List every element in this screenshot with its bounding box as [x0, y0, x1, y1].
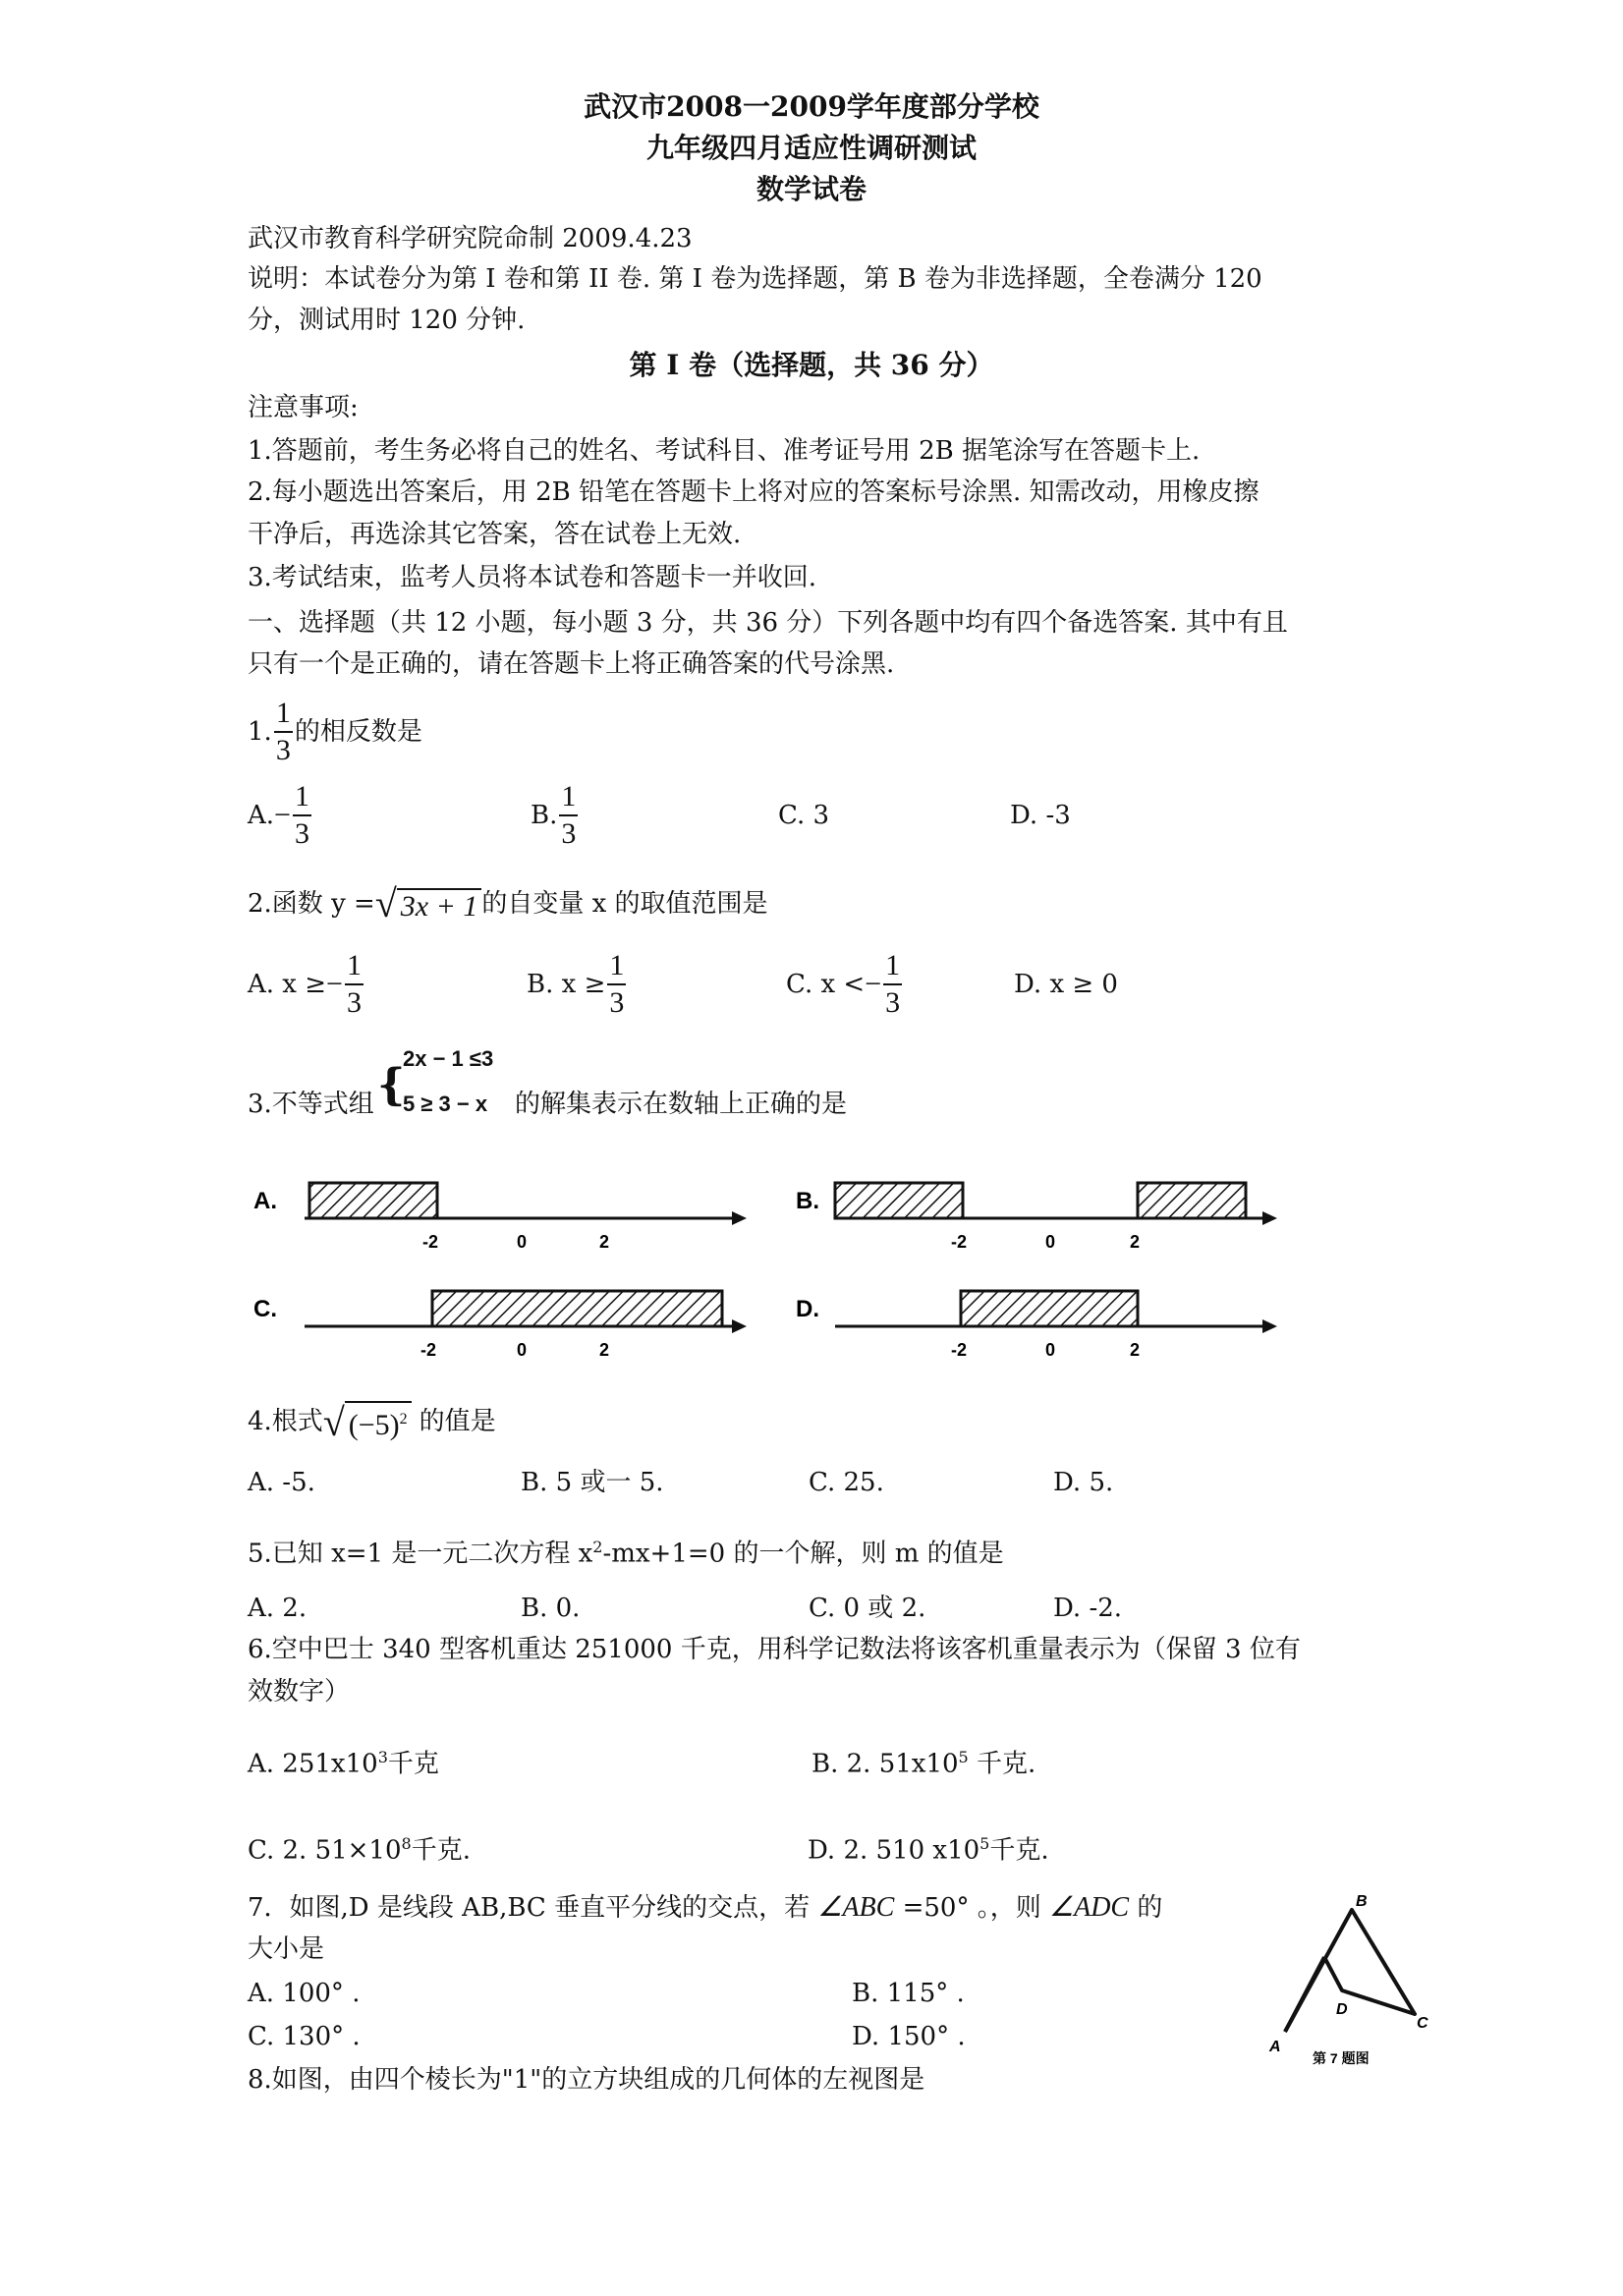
question-4: 4.根式 √ $(-5)^2$ 的值是 [248, 1400, 496, 1444]
number-line-d[interactable] [796, 1291, 1277, 1356]
brace-icon: { [377, 1060, 406, 1110]
sqrt-expression: √ 3x + 1 [375, 884, 482, 924]
q2-option-d[interactable]: D. x ≥ 0 [1014, 970, 1118, 999]
number-line-c[interactable] [253, 1291, 747, 1356]
svg-text:B.: B. [796, 1188, 819, 1214]
exam-subject: 数学试卷 [756, 173, 867, 205]
q2-option-b[interactable]: B. x ≥ $\frac{1}{3}$ [527, 949, 625, 1019]
svg-text:0: 0 [517, 1340, 528, 1356]
question-7-line-2: 大小是 [248, 1934, 325, 1964]
svg-text:-2: -2 [422, 1232, 439, 1252]
svg-text:2: 2 [599, 1340, 610, 1356]
question-8: 8.如图，由四个棱长为"1"的立方块组成的几何体的左视图是 [248, 2065, 925, 2095]
q2-option-c[interactable]: C. x < − $\frac{1}{3}$ [786, 949, 901, 1019]
q4-option-a[interactable]: A. -5. [248, 1468, 315, 1497]
q6-option-c[interactable]: C. 2. $51\times 10^8$千克. [248, 1834, 471, 1866]
question-6-line-1: 6.空中巴士 340 型客机重达 251000 千克，用科学记数法将该客机重量表示为（保留 3 位有 [248, 1635, 1301, 1664]
q5-option-a[interactable]: A. 2. [248, 1594, 308, 1623]
part1-intro-1: 一、选择题（共 12 小题，每小题 3 分，共 36 分）下列各题中均有四个备选答案. 其中有且 [248, 608, 1288, 638]
description-line-2: 分，测试用时 120 分钟. [248, 306, 526, 335]
q4-option-c[interactable]: C. 25. [809, 1468, 884, 1497]
question-7-line-1: 7．如图,D 是线段 AB,BC 垂直平分线的交点，若 ∠ABC =50° 。，则 ∠ADC 的 [248, 1892, 1163, 1923]
q6-option-b[interactable]: B. 2. $51x10^5$ 千克. [812, 1748, 1036, 1779]
svg-text:2: 2 [599, 1232, 610, 1252]
section-title: 第 I 卷（选择题，共 36 分） [629, 349, 994, 381]
q1-option-d[interactable]: D. -3 [1010, 801, 1071, 830]
q6-option-a[interactable]: A. $251x10^3$千克 [248, 1748, 439, 1779]
sqrt-expression: √ $(-5)^2$ [323, 1401, 412, 1442]
question-2: 2.函数 y = √ 3x + 1 的自变量 x 的取值范围是 [248, 881, 768, 925]
q2-option-a[interactable]: A. x ≥ − $\frac{1}{3}$ [248, 949, 362, 1019]
question-6-line-2: 效数字） [248, 1677, 351, 1707]
q6-option-d[interactable]: D. 2. 510 $x10^5$千克. [808, 1834, 1049, 1866]
publisher-line: 武汉市教育科学研究院命制 2009.4.23 [248, 224, 693, 253]
svg-text:0: 0 [517, 1232, 528, 1252]
question-1: 1. $\frac{1}{3}$ 的相反数是 [248, 697, 422, 766]
q5-option-b[interactable]: B. 0. [521, 1594, 581, 1623]
svg-text:A.: A. [253, 1188, 277, 1214]
q4-option-d[interactable]: D. 5. [1053, 1468, 1114, 1497]
q7-triangle-figure [1258, 1886, 1444, 2073]
number-line-figures [226, 1159, 1297, 1356]
q7-option-a[interactable]: A. 100° . [248, 1979, 361, 2008]
note-3: 3.考试结束，监考人员将本试卷和答题卡一并收回. [248, 563, 817, 592]
point-c-label: C [1417, 2015, 1428, 2032]
svg-text:2: 2 [1130, 1232, 1141, 1252]
svg-text:-2: -2 [951, 1340, 968, 1356]
note-2b: 干净后，再选涂其它答案，答在试卷上无效. [248, 520, 742, 549]
q7-option-c[interactable]: C. 130° . [248, 2022, 361, 2051]
note-2a: 2.每小题选出答案后，用 2B 铅笔在答题卡上将对应的答案标号涂黑. 知需改动，用橡皮擦 [248, 477, 1259, 507]
point-d-label: D [1336, 2001, 1348, 2018]
part1-intro-2: 只有一个是正确的，请在答题卡上将正确答案的代号涂黑. [248, 649, 895, 679]
description-line-1: 说明：本试卷分为第 I 卷和第 II 卷. 第 I 卷为选择题，第 B 卷为非选择题，全卷满分 120 [248, 264, 1262, 294]
number-line-b[interactable] [796, 1183, 1277, 1252]
svg-text:2: 2 [1130, 1340, 1141, 1356]
q1-option-a[interactable]: A. − $\frac{1}{3}$ [248, 780, 309, 850]
svg-text:C.: C. [253, 1296, 277, 1322]
point-b-label: B [1356, 1893, 1368, 1910]
number-line-a[interactable] [253, 1183, 747, 1252]
q1-option-c[interactable]: C. 3 [778, 801, 830, 830]
exam-page: 武汉市2008一2009学年度部分学校 九年级四月适应性调研测试 数学试卷 武汉市教育科学研究院命制 2009.4.23 说明：本试卷分为第 I 卷和第 II 卷. 第 I 卷为选择题，第 B 卷为非选择题，全卷满分 120 分，测试用时 120 分钟. 第 I 卷（选择题，共 36 分） 注意事项: 1.答题前，考生务必将自己的姓名、考试科目、准考证号用 2B 据笔涂写在答题卡上. 2.每小题选出答案后，用 2B 铅笔在答题卡上将对应的答案标号涂黑. 知需改动，用橡皮擦 干净后，再选涂其它答案，答在试卷上无效. 3.考试结束，监考人员将本试卷和答题卡一并收回. 一、选择题（共 12 小题，每小题 3 分，共 36 分）下列各题中均有四个备选答案. 其中有且 只有一个是正确的，请在答题卡上将正确答案的代号涂黑. 1. $\frac{1}{3}$ 的相反数是 A. − $\frac{1}{3}$ B. $\frac{1}{3}$ C. 3 D. -3 2.函数 y = √ 3x + 1 的自变量 x 的取值范围是 A. x ≥ − $\frac{1}{3}$ B. x ≥ $\frac{1}{3}$ C. x < − $\frac{1}{3}$ D. x ≥ 0 3.不等式组 { 2x − 1 ≤3 5 ≥ 3 − x 的解集表示在数轴上正确的是 A. -2 0 2 B. -2 0 2 C. -2 0 2 D. -2 0 2 4.根式 √ $(-5)^2$ 的值是 A. -5. B. 5 或一 5. C. 25. D. 5. 5.已知 x=1 是一元二次方程 $x^2-mx+1=0$ 的一个解，则 m 的值是 A. 2. B. 0. C. 0 或 2. D. -2. 6.空中巴士 340 型客机重达 251000 千克，用科学记数法将该客机重量表示为（保留 3 位有 效数字） A. $251x10^3$千克 B. 2. $51x10^5$ 千克. C. 2. $51\times 10^8$千克. D. 2. 510 $x10^5$千克. 7．如图,D 是线段 AB,BC 垂直平分线的交点，若 ∠ABC =50° 。，则 ∠ADC 的 大小是 A. 100° . B. 115° . C. 130° . D. 150° . B D C A 第 7 题图 8.如图，由四个棱长为"1"的立方块组成的几何体的左视图是 [0, 0, 1623, 2296]
q4-option-b[interactable]: B. 5 或一 5. [521, 1468, 664, 1497]
exam-title: 武汉市2008一2009学年度部分学校 [584, 90, 1039, 123]
svg-text:-2: -2 [951, 1232, 968, 1252]
q5-option-d[interactable]: D. -2. [1053, 1594, 1123, 1623]
point-a-label: A [1269, 2039, 1281, 2055]
q5-option-c[interactable]: C. 0 或 2. [809, 1594, 926, 1623]
system-bottom: 5 ≥ 3 − x [403, 1092, 488, 1116]
svg-text:-2: -2 [420, 1340, 437, 1356]
q7-option-b[interactable]: B. 115° . [852, 1979, 965, 2008]
q1-option-b[interactable]: B. $\frac{1}{3}$ [531, 780, 577, 850]
svg-text:D.: D. [796, 1296, 819, 1322]
exam-subtitle: 九年级四月适应性调研测试 [645, 132, 977, 164]
notes-heading: 注意事项: [248, 393, 359, 422]
question-5: 5.已知 x=1 是一元二次方程 $x^2-mx+1=0$ 的一个解，则 m 的值是 [248, 1538, 1004, 1569]
svg-text:0: 0 [1045, 1340, 1056, 1356]
note-1: 1.答题前，考生务必将自己的姓名、考试科目、准考证号用 2B 据笔涂写在答题卡上. [248, 436, 1201, 466]
fraction: $\frac{1}{3}$ [275, 697, 291, 766]
q7-option-d[interactable]: D. 150° . [852, 2022, 966, 2051]
system-top: 2x − 1 ≤3 [403, 1046, 494, 1071]
figure-caption: 第 7 题图 [1313, 2050, 1370, 2066]
svg-text:0: 0 [1045, 1232, 1056, 1252]
